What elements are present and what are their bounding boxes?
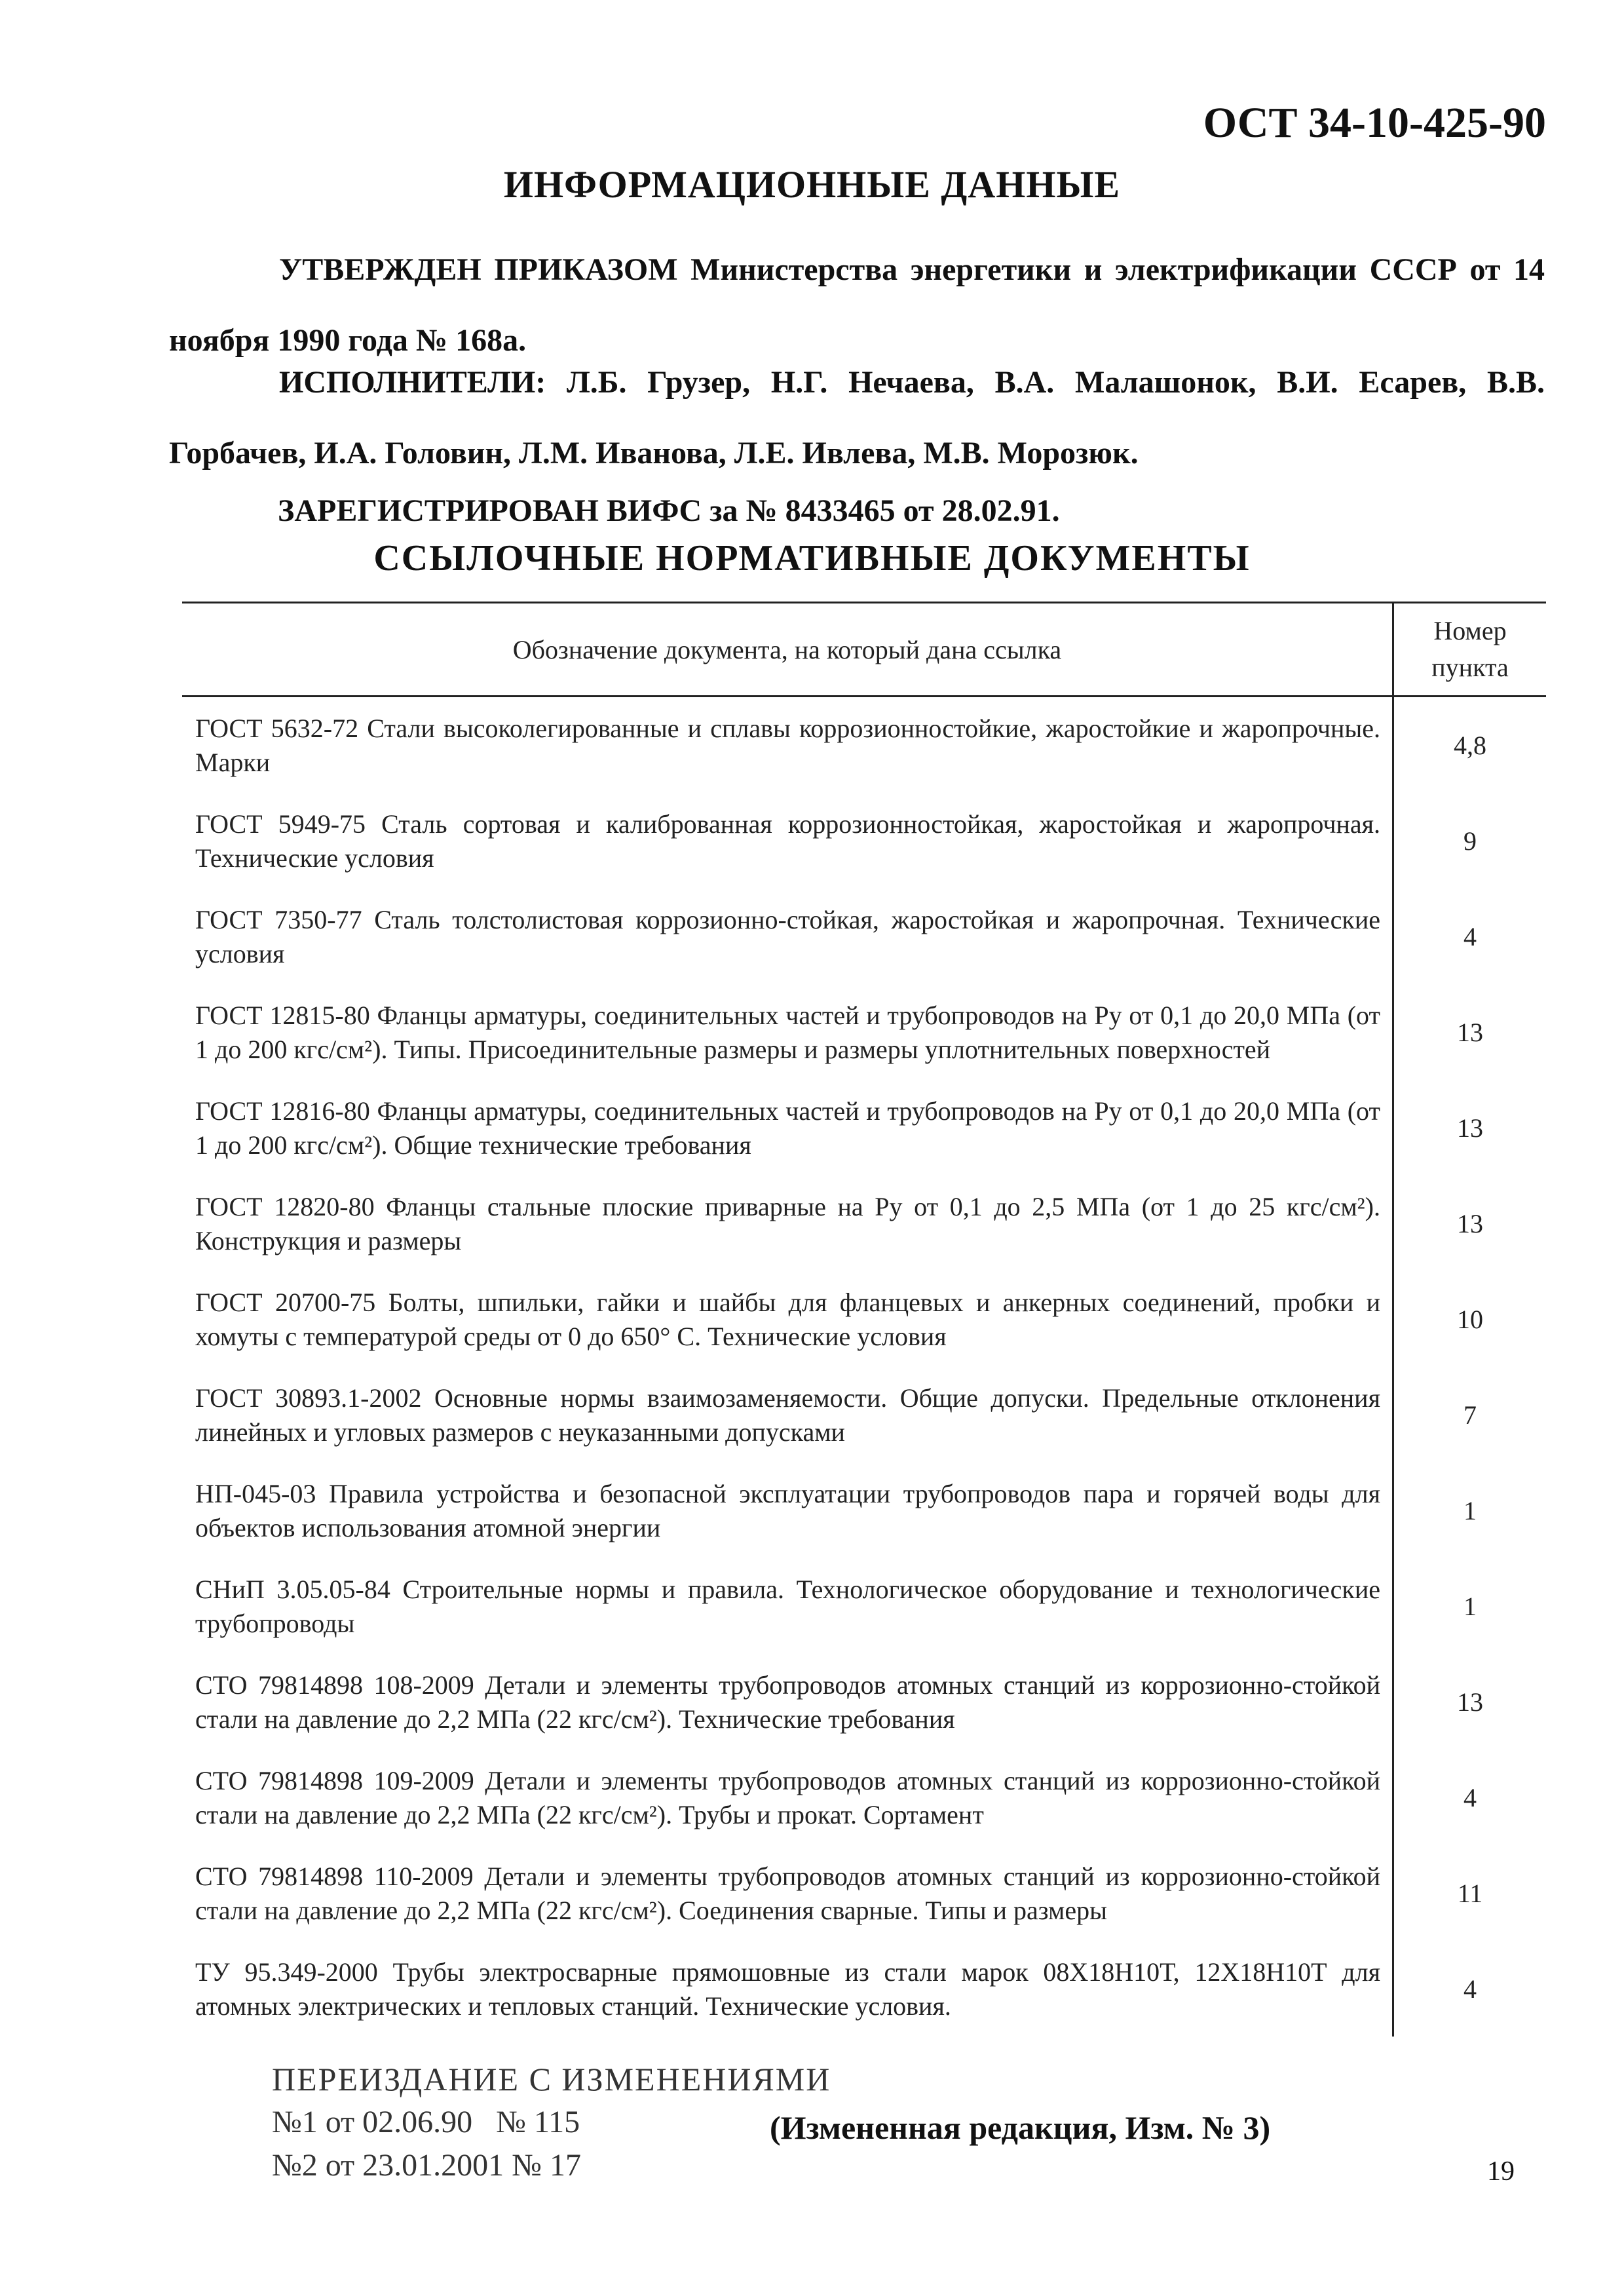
table-row: [182, 1080, 1546, 1176]
item-number: 10: [1393, 1271, 1547, 1367]
references-table: [182, 602, 1546, 2037]
reference-document: СТО 79814898 109-2009 Детали и элементы трубопроводов атомных станций из коррозионно-стойкой стали на давление до 2,2 МПа (22 кгс/см²). Трубы и прокат. Сортамент: [195, 1766, 1380, 1829]
reissue-line-1: №1 от 02.06.90 № 115: [272, 2105, 580, 2139]
reference-document: ГОСТ 5949-75 Сталь сортовая и калиброванная коррозионностойкая, жаростойкая и жаропрочная. Технические условия: [195, 809, 1380, 873]
reference-document: ГОСТ 5632-72 Стали высоколегированные и сплавы коррозионностойкие, жаростойкие и жаропрочные. Марки: [195, 714, 1380, 777]
reference-document: ГОСТ 30893.1-2002 Основные нормы взаимозаменяемости. Общие допуски. Предельные отклонения линейных и угловых размеров с неуказанными допусками: [195, 1383, 1380, 1447]
item-number: 4: [1393, 889, 1547, 984]
item-number: 9: [1393, 793, 1547, 889]
performers-paragraph: [169, 347, 1545, 489]
item-number: 1: [1393, 1558, 1547, 1654]
reference-document: СТО 79814898 110-2009 Детали и элементы трубопроводов атомных станций из коррозионно-стойкой стали на давление до 2,2 МПа (22 кгс/см²). Соединения сварные. Типы и размеры: [195, 1862, 1380, 1925]
section-title: ИНФОРМАЦИОННЫЕ ДАННЫЕ: [503, 163, 1121, 206]
item-number: 4: [1393, 1750, 1547, 1845]
reissue-line-2: №2 от 23.01.2001 № 17: [272, 2148, 581, 2183]
table-row: [182, 1176, 1546, 1271]
table-row: [182, 984, 1546, 1080]
table-row: [182, 1367, 1546, 1463]
item-number: 7: [1393, 1367, 1547, 1463]
table-row: [182, 793, 1546, 889]
reference-document: СНиП 3.05.05-84 Строительные нормы и правила. Технологическое оборудование и технологические трубопроводы: [195, 1575, 1380, 1638]
item-number: 4: [1393, 1941, 1547, 2037]
reference-document: ГОСТ 12816-80 Фланцы арматуры, соединительных частей и трубопроводов на Ру от 0,1 до 20,0 МПа (от 1 до 200 кгс/см²). Общие технические требования: [195, 1096, 1380, 1160]
approved-text: УТВЕРЖДЕН ПРИКАЗОМ Министерства энергетики и электрификации СССР от 14 ноября 1990 года № 168а.: [169, 252, 1545, 358]
reference-document: ГОСТ 12820-80 Фланцы стальные плоские приварные на Ру от 0,1 до 2,5 МПа (от 1 до 25 кгс/см²). Конструкция и размеры: [195, 1192, 1380, 1255]
reference-document: ТУ 95.349-2000 Трубы электросварные прямошовные из стали марок 08Х18Н10Т, 12Х18Н10Т для атомных электрических и тепловых станций. Технические условия.: [195, 1957, 1380, 2021]
item-number: 13: [1393, 1176, 1547, 1271]
table-row: [182, 1558, 1546, 1654]
reference-document: СТО 79814898 108-2009 Детали и элементы трубопроводов атомных станций из коррозионно-стойкой стали на давление до 2,2 МПа (22 кгс/см²). Технические требования: [195, 1670, 1380, 1734]
refs-title: ССЫЛОЧНЫЕ НОРМАТИВНЫЕ ДОКУМЕНТЫ: [373, 538, 1251, 579]
header-item-number: Номер пункта: [1393, 603, 1547, 697]
table-row: [182, 1750, 1546, 1845]
item-number: 13: [1393, 1654, 1547, 1750]
page-number: 19: [1487, 2156, 1515, 2187]
table-row: [182, 1845, 1546, 1941]
reference-document: НП-045-03 Правила устройства и безопасной эксплуатации трубопроводов пара и горячей воды для объектов использования атомной энергии: [195, 1479, 1380, 1542]
table-row: [182, 1463, 1546, 1558]
table-row: [182, 697, 1546, 794]
reference-document: ГОСТ 20700-75 Болты, шпильки, гайки и шайбы для фланцевых и анкерных соединений, пробки и хомуты с температурой среды от 0 до 650° С. Технические условия: [195, 1288, 1380, 1351]
reference-document: ГОСТ 7350-77 Сталь толстолистовая коррозионно-стойкая, жаростойкая и жаропрочная. Технические условия: [195, 905, 1380, 968]
item-number: 13: [1393, 1080, 1547, 1176]
table-row: [182, 1654, 1546, 1750]
amended-edition-note: (Измененная редакция, Изм. № 3): [770, 2109, 1271, 2146]
reissue-block: [272, 2057, 831, 2187]
table-header-row: [182, 603, 1546, 697]
item-number: 13: [1393, 984, 1547, 1080]
reissue-title: ПЕРЕИЗДАНИЕ С ИЗМЕНЕНИЯМИ: [272, 2061, 831, 2097]
table-row: [182, 1271, 1546, 1367]
table-row: [182, 1941, 1546, 2037]
performers-text: ИСПОЛНИТЕЛИ: Л.Б. Грузер, Н.Г. Нечаева, В.А. Малашонок, В.И. Есарев, В.В. Горбачев, И.А. Головин, Л.М. Иванова, Л.Е. Ивлева, М.В. Морозюк.: [169, 365, 1545, 470]
item-number: 4,8: [1393, 697, 1547, 794]
document-code: ОСТ 34-10-425-90: [1203, 99, 1546, 147]
table-row: [182, 889, 1546, 984]
item-number: 11: [1393, 1845, 1547, 1941]
item-number: 1: [1393, 1463, 1547, 1558]
header-document: Обозначение документа, на который дана ссылка: [182, 603, 1393, 697]
reference-document: ГОСТ 12815-80 Фланцы арматуры, соединительных частей и трубопроводов на Ру от 0,1 до 20,0 МПа (от 1 до 200 кгс/см²). Типы. Присоединительные размеры и размеры уплотнительных поверхностей: [195, 1001, 1380, 1064]
registered-paragraph: ЗАРЕГИСТРИРОВАН ВИФС за № 8433465 от 28.02.91.: [278, 493, 1060, 528]
